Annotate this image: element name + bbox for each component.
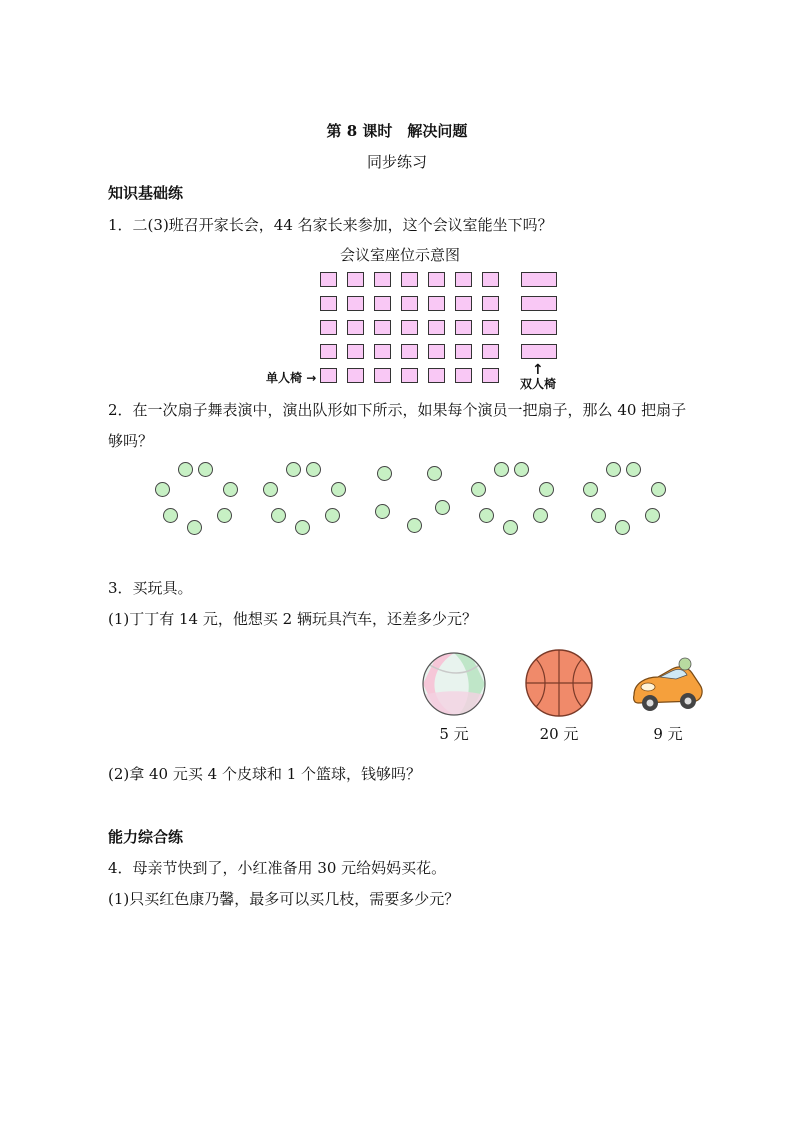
dancer-icon [435, 500, 450, 515]
dancer-icon [651, 482, 666, 497]
double-seat [521, 296, 557, 311]
dancer-icon [591, 508, 606, 523]
single-seat [401, 368, 418, 383]
single-seat [428, 344, 445, 359]
single-seat [374, 368, 391, 383]
dancer-icon [325, 508, 340, 523]
single-seat [374, 344, 391, 359]
dancer-icon [533, 508, 548, 523]
dancer-icon [375, 504, 390, 519]
toy-car-icon [628, 655, 706, 715]
question-4-text: 4．母亲节快到了，小红准备用 30 元给妈妈买花。 [108, 859, 447, 877]
single-seat [482, 320, 499, 335]
dancer-icon [286, 462, 301, 477]
single-seat [374, 320, 391, 335]
dancer-icon [178, 462, 193, 477]
question-3-sub1: (1)丁丁有 14 元，他想买 2 辆玩具汽车，还差多少元？ [108, 610, 477, 628]
question-3-text: 3．买玩具。 [108, 579, 193, 597]
single-seat [320, 344, 337, 359]
question-1-text: 1．二(3)班召开家长会，44 名家长来参加，这个会议室能坐下吗？ [108, 216, 553, 234]
dancer-icon [539, 482, 554, 497]
single-seat [482, 368, 499, 383]
single-seat [482, 296, 499, 311]
dancer-icon [427, 466, 442, 481]
dancer-icon [187, 520, 202, 535]
dancer-icon [198, 462, 213, 477]
single-seat [455, 272, 472, 287]
question-4-sub1: (1)只买红色康乃馨，最多可以买几枝，需要多少元？ [108, 890, 460, 908]
single-seat [428, 272, 445, 287]
single-seat [320, 368, 337, 383]
beach-ball-icon [418, 650, 490, 720]
arrow-right-icon: → [306, 371, 317, 385]
double-seat [521, 320, 557, 335]
arrow-up-icon: ↑ [532, 362, 544, 378]
dancer-icon [503, 520, 518, 535]
section-heading-advanced: 能力综合练 [108, 828, 184, 846]
single-seat [455, 344, 472, 359]
dancer-icon [606, 462, 621, 477]
dancer-icon [223, 482, 238, 497]
single-seat [374, 296, 391, 311]
dancer-icon [295, 520, 310, 535]
dancer-icon [645, 508, 660, 523]
dancer-icon [479, 508, 494, 523]
dancer-icon [306, 462, 321, 477]
price-toy-car: 9 元 [653, 725, 683, 743]
question-2-line2: 够吗？ [108, 432, 154, 450]
dancer-icon [377, 466, 392, 481]
dancer-icon [331, 482, 346, 497]
price-beach-ball: 5 元 [439, 725, 469, 743]
single-seat [401, 344, 418, 359]
single-seat [347, 296, 364, 311]
single-seat [455, 368, 472, 383]
single-seat [347, 344, 364, 359]
single-seat [482, 272, 499, 287]
single-seat [428, 368, 445, 383]
dancer-icon [407, 518, 422, 533]
single-seat [482, 344, 499, 359]
seating-diagram-title: 会议室座位示意图 [339, 246, 460, 264]
dancer-icon [583, 482, 598, 497]
single-seat [347, 320, 364, 335]
dancer-icon [155, 482, 170, 497]
question-3-sub2: (2)拿 40 元买 4 个皮球和 1 个篮球，钱够吗？ [108, 765, 422, 783]
single-seat [455, 320, 472, 335]
page-subtitle: 同步练习 [366, 153, 427, 171]
dancer-icon [163, 508, 178, 523]
basketball-icon [523, 647, 595, 719]
single-seat [401, 320, 418, 335]
dancer-icon [271, 508, 286, 523]
lesson-title: 第 8 课时 解决问题 [326, 122, 468, 140]
dancer-icon [494, 462, 509, 477]
dancer-icon [263, 482, 278, 497]
single-seat [428, 320, 445, 335]
single-seat [320, 296, 337, 311]
dancer-icon [615, 520, 630, 535]
double-seat [521, 344, 557, 359]
section-heading-basic: 知识基础练 [108, 184, 184, 202]
double-chair-label: 双人椅 [520, 377, 557, 391]
dancer-icon [514, 462, 529, 477]
single-seat [320, 320, 337, 335]
price-basketball: 20 元 [539, 725, 579, 743]
single-seat [401, 296, 418, 311]
single-seat [347, 368, 364, 383]
single-chair-label: 单人椅 → [266, 371, 317, 385]
single-seat [374, 272, 391, 287]
dancer-icon [626, 462, 641, 477]
dancer-icon [471, 482, 486, 497]
single-seat [401, 272, 418, 287]
question-2-line1: 2．在一次扇子舞表演中，演出队形如下所示，如果每个演员一把扇子，那么 40 把扇子 [108, 401, 687, 419]
double-seat [521, 272, 557, 287]
single-seat [347, 272, 364, 287]
dancer-icon [217, 508, 232, 523]
single-seat [428, 296, 445, 311]
single-seat [455, 296, 472, 311]
single-seat [320, 272, 337, 287]
